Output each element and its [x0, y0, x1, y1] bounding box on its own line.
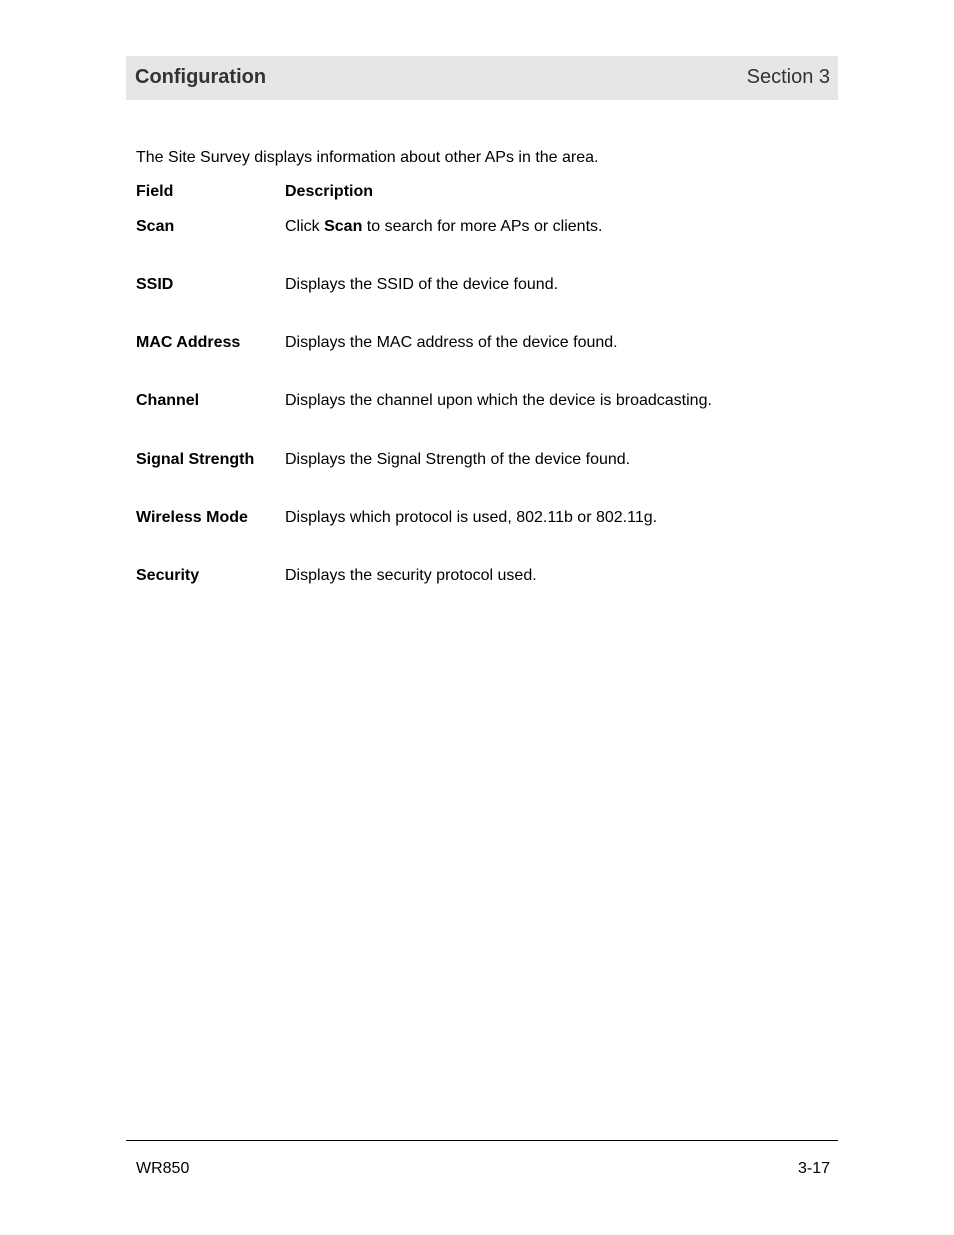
intro-paragraph: The Site Survey displays information about other APs in the area.	[136, 149, 599, 166]
footer-divider	[126, 1140, 838, 1141]
table-row	[136, 276, 826, 296]
field-name: Scan	[136, 218, 175, 235]
field-description: Displays the channel upon which the device is broadcasting.	[285, 392, 712, 409]
header-section: Section 3	[746, 66, 830, 88]
field-description: Displays the SSID of the device found.	[285, 276, 559, 293]
header-title: Configuration	[135, 66, 267, 88]
table-header-row	[136, 183, 826, 203]
column-header-description: Description	[285, 183, 374, 200]
table-row	[136, 567, 826, 587]
table-row	[136, 218, 826, 238]
field-name: Signal Strength	[136, 451, 255, 468]
description-prefix: Click	[285, 218, 325, 235]
table-row	[136, 334, 826, 354]
field-name: Security	[136, 567, 200, 584]
field-description: Displays the security protocol used.	[285, 567, 537, 584]
field-name: MAC Address	[136, 334, 241, 351]
field-description: Displays which protocol is used, 802.11b or 802.11g.	[285, 509, 658, 526]
field-description: Displays the Signal Strength of the device found.	[285, 451, 631, 468]
field-name: SSID	[136, 276, 174, 293]
field-name: Channel	[136, 392, 200, 409]
footer-model: WR850	[136, 1160, 190, 1177]
table-row	[136, 451, 826, 471]
field-name: Wireless Mode	[136, 509, 248, 526]
footer-page-number: 3-17	[797, 1160, 830, 1177]
description-suffix: to search for more APs or clients.	[362, 218, 603, 235]
page-header	[126, 56, 838, 100]
description-bold-term: Scan	[324, 218, 363, 235]
table-row	[136, 392, 826, 412]
table-row	[136, 509, 826, 529]
column-header-field: Field	[136, 183, 174, 200]
field-description: Displays the MAC address of the device found.	[285, 334, 618, 351]
field-description	[285, 218, 602, 236]
